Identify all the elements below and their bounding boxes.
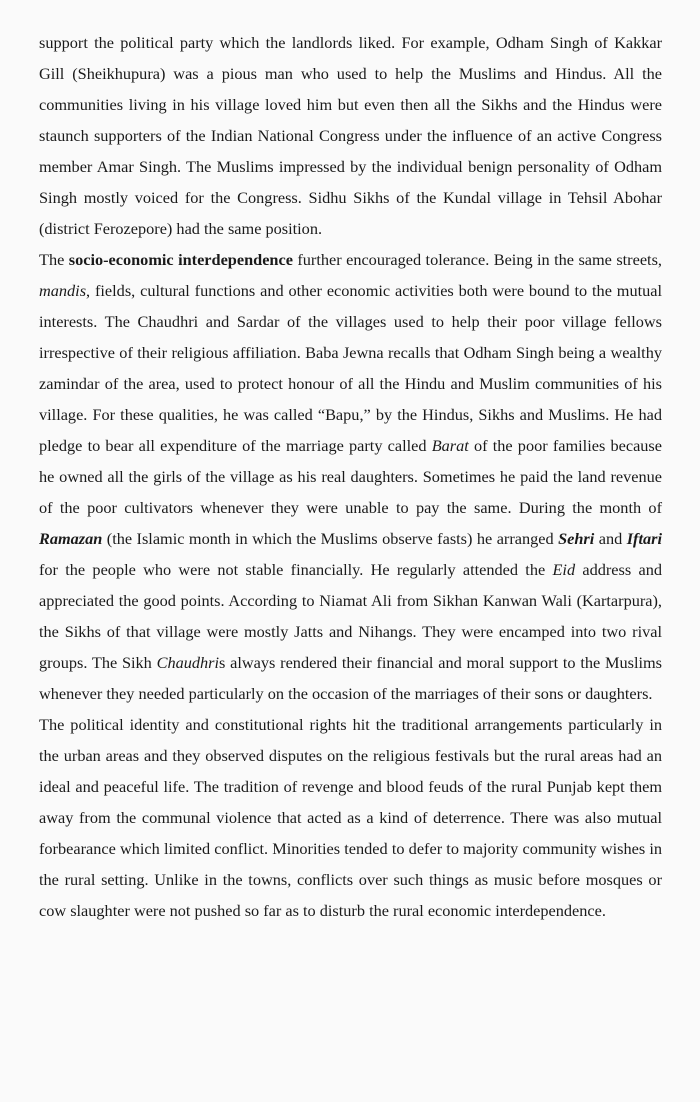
italic-term-chaudhri: Chaudhri [156,653,220,672]
bold-italic-term-ramazan: Ramazan [39,529,103,548]
bold-italic-term-sehri: Sehri [558,529,595,548]
paragraph-1 [39,27,662,244]
paragraph-3 [39,709,662,926]
text-segment: , fields, cultural functions and other economic activities both were bound to the mutual interests. The Chaudhri and Sardar of the villages used to help their poor village fellows irrespective of their religious affiliation. Baba Jewna recalls that Odham Singh being a wealthy zamindar of the area, used to protect honour of all the Hindu and Muslim communities of his village. For these qualities, he was called “Bapu,” by the Hindus, Sikhs and Muslims. He had pledge to bear all expenditure of the marriage party called [39,281,662,455]
paragraph-2 [39,244,662,709]
italic-term-barat: Barat [431,436,469,455]
text-segment: s always rendered their financial and moral support to the Muslims whenever they needed particularly on the occasion of the marriages of their sons or daughters. [39,653,662,703]
text-segment: of the poor families because he owned all the girls of the village as his real daughters. Sometimes he paid the land revenue of the poor cultivators whenever they were unable to pay the same. During the month of [39,436,662,517]
text-segment: support the political party which the landlords liked. For example, Odham Singh of Kakkar Gill (Sheikhupura) was a pious man who used to help the Muslims and Hindus. All the communities living in his village loved him but even then all the Sikhs and the Hindus were staunch supporters of the Indian National Congress under the influence of an active Congress member Amar Singh. The Muslims impressed by the individual benign personality of Odham Singh mostly voiced for the Congress. Sidhu Sikhs of the Kundal village in Tehsil Abohar (district Ferozepore) had the same position. [39,33,662,238]
italic-term-mandis: mandis [39,281,87,300]
italic-term-eid: Eid [552,560,576,579]
text-segment: (the Islamic month in which the Muslims observe fasts) he arranged [102,529,559,548]
text-segment: further encouraged tolerance. Being in the same streets, [292,250,662,269]
text-segment: for the people who were not stable financially. He regularly attended the [39,560,553,579]
text-segment: The [39,250,69,269]
document-page [39,27,662,926]
bold-term-socio-economic-interdependence: socio-economic interdependence [68,250,293,269]
text-segment: and [594,529,627,548]
text-segment: address and appreciated the good points. According to Niamat Ali from Sikhan Kanwan Wali (Kartarpura), the Sikhs of that village were mostly Jatts and Nihangs. They were encamped into two rival groups. The Sikh [39,560,662,672]
bold-italic-term-iftari: Iftari [626,529,662,548]
text-segment: The political identity and constitutional rights hit the traditional arrangements particularly in the urban areas and they observed disputes on the religious festivals but the rural areas had an ideal and peaceful life. The tradition of revenge and blood feuds of the rural Punjab kept them away from the communal violence that acted as a kind of deterrence. There was also mutual forbearance which limited conflict. Minorities tended to defer to majority community wishes in the rural setting. Unlike in the towns, conflicts over such things as music before mosques or cow slaughter were not pushed so far as to disturb the rural economic interdependence. [39,715,662,920]
